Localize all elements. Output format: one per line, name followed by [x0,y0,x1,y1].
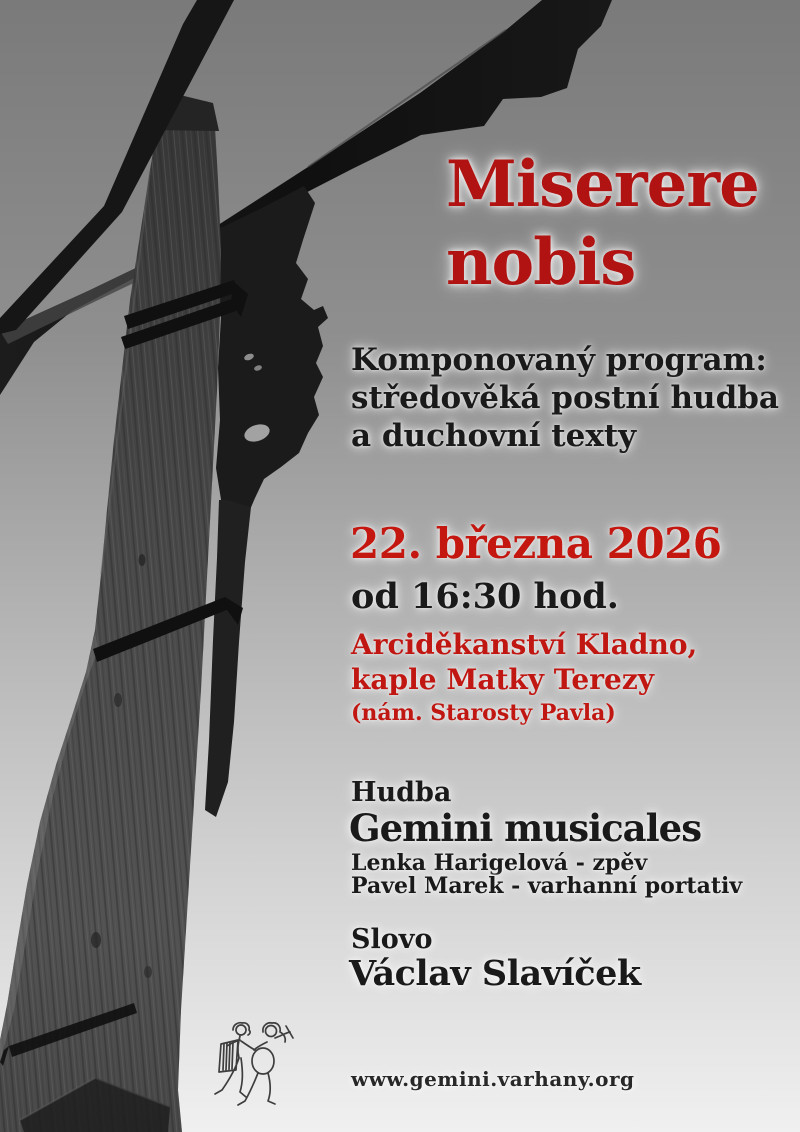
speaker-name: Václav Slavíček [349,953,641,994]
program-line1: Komponovaný program: [351,342,767,378]
corpus-silhouette [205,186,328,817]
venue-note: (nám. Starosty Pavla) [351,700,616,726]
poster-title [446,146,759,302]
website-url: www.gemini.varhany.org [351,1067,635,1091]
performer-1: Lenka Harigelová - zpěv [351,850,648,876]
gemini-twins-icon [213,1020,297,1114]
program-line2: středověká postní hudba [351,380,780,416]
title-line2: nobis [446,225,636,300]
title-line1: Miserere [446,147,759,222]
performer-2: Pavel Marek - varhanní portativ [351,873,743,899]
ensemble-name: Gemini musicales [349,806,702,850]
venue-line2: kaple Matky Terezy [351,663,654,696]
program-description [351,341,779,455]
word-section-label: Slovo [351,924,433,955]
program-line3: a duchovní texty [351,418,637,454]
performer-list [351,852,742,898]
event-date: 22. března 2026 [350,519,722,568]
event-venue [351,627,697,697]
event-time: od 16:30 hod. [351,576,619,617]
music-section-label: Hudba [351,777,452,808]
venue-line1: Arciděkanství Kladno, [351,628,698,661]
